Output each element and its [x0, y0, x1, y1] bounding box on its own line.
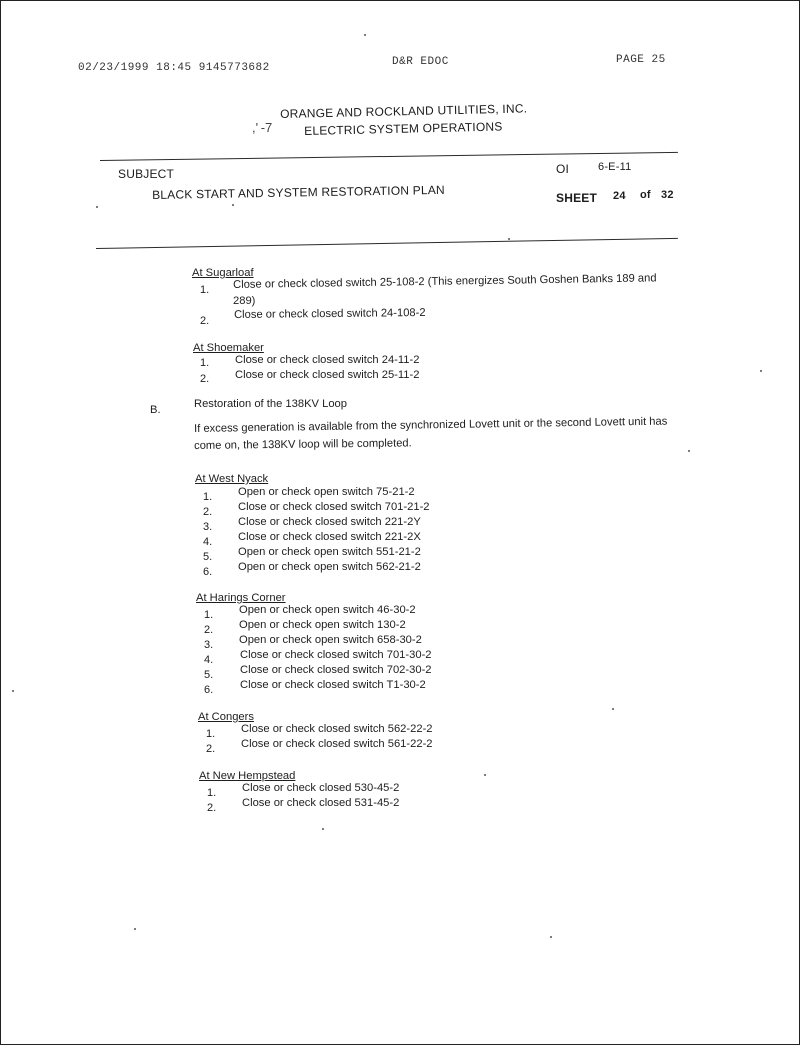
step-number: 2. [200, 373, 210, 385]
section-heading-sugarloaf: At Sugarloaf [192, 267, 254, 279]
step-number: 2. [207, 802, 217, 814]
sheet-total: 32 [661, 189, 674, 201]
scan-speck [364, 34, 366, 36]
oi-label: OI [556, 162, 570, 176]
step-number: 1. [200, 284, 210, 296]
step-text: Open or check open switch 658-30-2 [239, 634, 422, 646]
step-number: 2. [206, 743, 216, 755]
step-text-continued: 289) [233, 295, 256, 307]
step-text: Close or check closed switch T1-30-2 [240, 679, 426, 691]
step-text: Close or check closed switch 221-2X [238, 531, 421, 543]
scan-speck [134, 928, 136, 930]
fax-sender: D&R EDOC [392, 56, 449, 68]
step-number: 3. [203, 521, 213, 533]
subject-label: SUBJECT [118, 167, 175, 181]
scan-speck [322, 828, 324, 830]
scan-speck [508, 238, 510, 240]
step-number: 3. [204, 639, 214, 651]
division-name: ELECTRIC SYSTEM OPERATIONS [304, 119, 503, 138]
scan-speck [12, 690, 14, 692]
section-heading-west-nyack: At West Nyack [195, 473, 269, 485]
step-number: 6. [203, 566, 213, 578]
step-number: 2. [200, 315, 210, 327]
scan-speck [612, 708, 614, 710]
scan-speck [96, 206, 98, 208]
scan-speck [484, 774, 486, 776]
step-text: Close or check closed switch 24-11-2 [235, 354, 420, 366]
step-text: Open or check open switch 75-21-2 [238, 486, 415, 498]
step-number: 4. [204, 654, 214, 666]
oi-value: 6-E-11 [598, 161, 632, 173]
section-paragraph-line: If excess generation is available from the synchronized Lovett unit or the second Lovett unit has [194, 415, 668, 435]
section-heading-new-hempstead: At New Hempstead [199, 770, 296, 782]
step-text: Close or check closed switch 701-21-2 [238, 501, 430, 513]
section-heading-harings-corner: At Harings Corner [196, 592, 286, 604]
step-text: Close or check closed switch 24-108-2 [234, 306, 426, 321]
step-text: Open or check open switch 562-21-2 [238, 561, 421, 573]
step-number: 1. [200, 357, 210, 369]
step-number: 1. [207, 787, 217, 799]
step-text: Open or check open switch 46-30-2 [239, 604, 416, 616]
step-number: 5. [204, 669, 214, 681]
step-text: Open or check open switch 551-21-2 [238, 546, 421, 558]
fax-page-number: PAGE 25 [616, 54, 666, 66]
step-number: 5. [203, 551, 213, 563]
scan-speck [760, 370, 762, 372]
step-text: Close or check closed switch 221-2Y [238, 516, 421, 528]
step-number: 1. [206, 728, 216, 740]
sheet-of: of [640, 189, 651, 201]
section-letter: B. [150, 404, 161, 416]
company-name: ORANGE AND ROCKLAND UTILITIES, INC. [280, 101, 528, 121]
step-number: 1. [203, 491, 213, 503]
section-paragraph-line: come on, the 138KV loop will be completed. [194, 437, 412, 452]
section-heading-congers: At Congers [198, 711, 254, 723]
step-number: 1. [204, 609, 214, 621]
step-text: Open or check open switch 130-2 [239, 619, 406, 631]
section-heading-shoemaker: At Shoemaker [193, 342, 264, 354]
step-text: Close or check closed 530-45-2 [242, 782, 400, 794]
step-number: 2. [203, 506, 213, 518]
sheet-number: 24 [613, 190, 626, 202]
step-text: Close or check closed switch 25-108-2 (This energizes South Goshen Banks 189 and [233, 272, 657, 291]
sheet-label: SHEET [556, 191, 598, 205]
step-number: 6. [204, 684, 214, 696]
section-title: Restoration of the 138KV Loop [194, 398, 348, 410]
step-text: Close or check closed switch 562-22-2 [241, 723, 433, 735]
scan-speck [550, 936, 552, 938]
scan-speck [688, 450, 690, 452]
company-logo-mark: ,' -7 [252, 120, 273, 135]
fax-date-time: 02/23/1999 18:45 9145773682 [78, 62, 270, 74]
document-title: BLACK START AND SYSTEM RESTORATION PLAN [152, 182, 445, 202]
step-text: Close or check closed switch 561-22-2 [241, 738, 433, 750]
step-text: Close or check closed switch 25-11-2 [235, 369, 420, 381]
step-number: 2. [204, 624, 214, 636]
step-text: Close or check closed 531-45-2 [242, 797, 400, 809]
step-number: 4. [203, 536, 213, 548]
step-text: Close or check closed switch 702-30-2 [240, 664, 432, 676]
step-text: Close or check closed switch 701-30-2 [240, 649, 432, 661]
scan-speck [232, 204, 234, 206]
